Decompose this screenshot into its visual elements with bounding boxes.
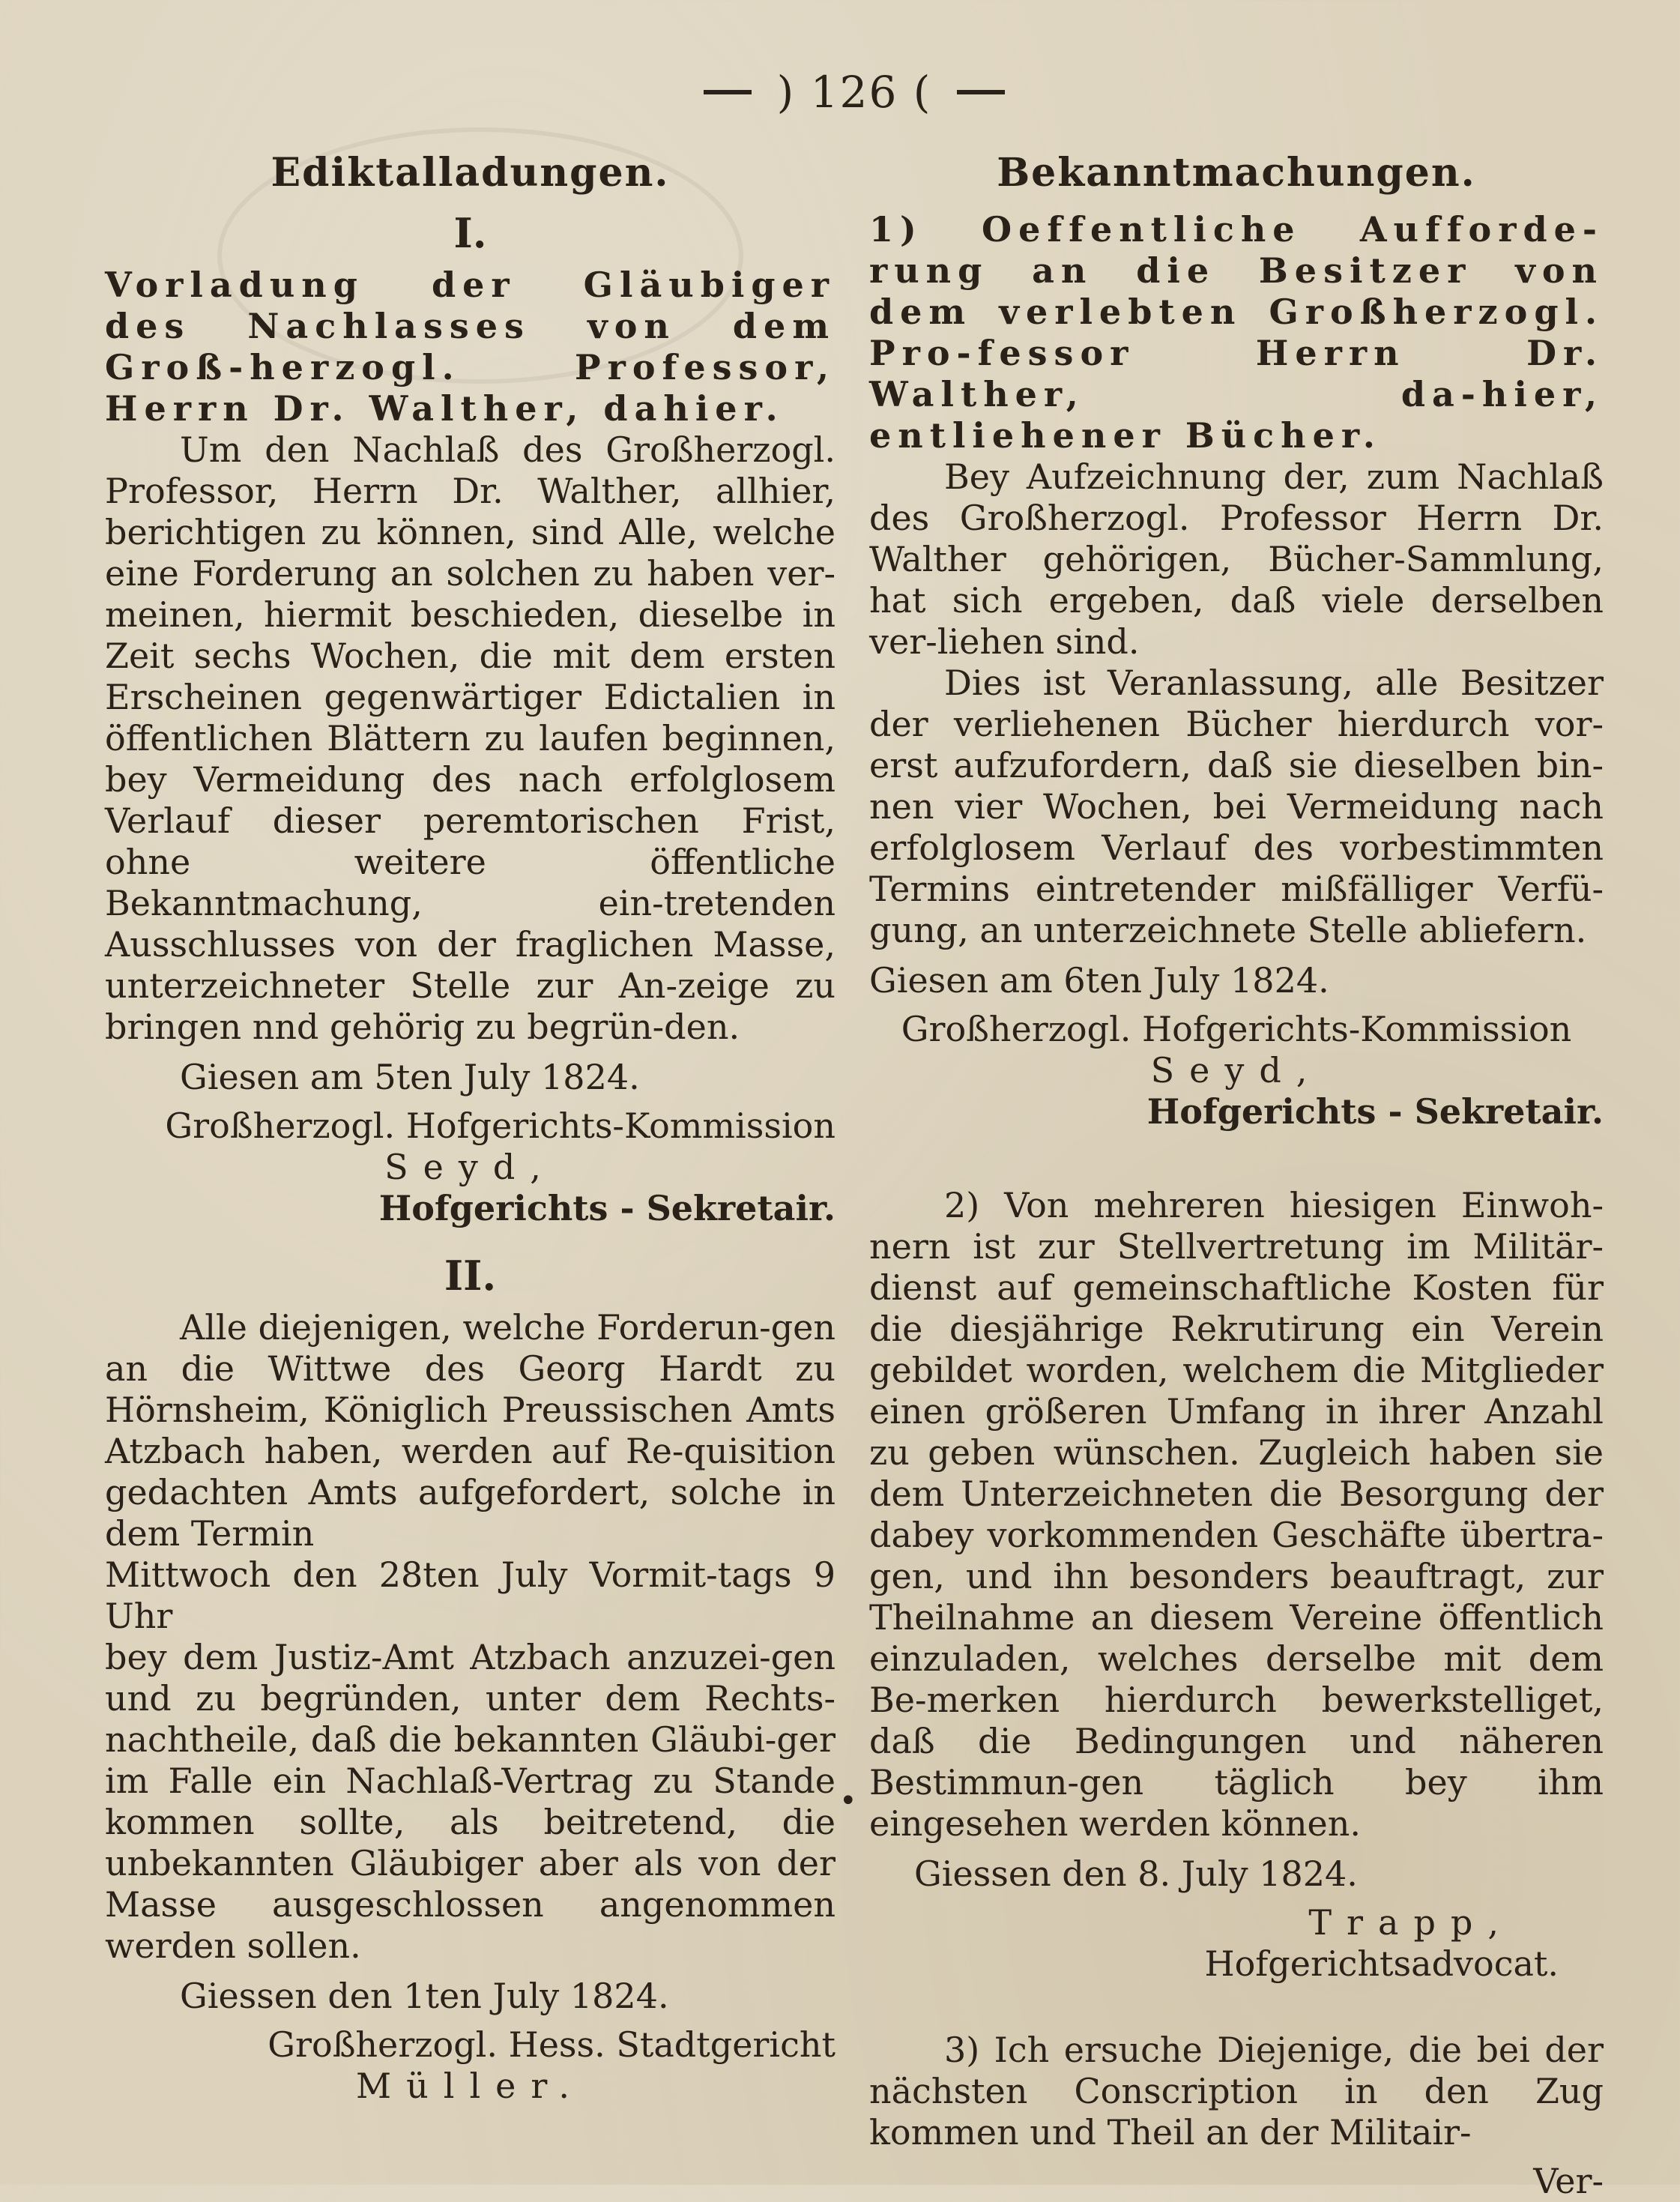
page-header (659, 58, 1049, 126)
announcement-1-signature (869, 1009, 1604, 1132)
header-dash-right (957, 90, 1005, 94)
announcement-2-body: 2) Von mehreren hiesigen Einwoh-nern ist zur Stellvertretung im Militär-dienst auf gemeinschaftliche Kosten für die diesjährige Rekrutirung ein Verein gebildet worden, welchem die Mitglieder einen größeren Umfang in ihrer Anzahl zu geben wünschen. Zugleich haben sie dem Unterzeichneten die Besorgung der dabey vorkommenden Geschäfte übertra-gen, und ihn besonders beauftragt, zur Theilnahme an diesem Vereine öffentlich einzuladen, welches derselbe mit dem Be-merken hierdurch bewerkstelliget, daß die Bedingungen und näheren Bestimmun-gen täglich bey ihm eingesehen werden können. (869, 1185, 1604, 1844)
section-title-announcements: Bekanntmachungen. (997, 150, 1476, 196)
signature-title: Hofgerichtsadvocat. (1204, 1943, 1559, 1984)
notice-2-date: Giessen den 1ten July 1824. (180, 1976, 669, 2016)
announcement-1-body-a: Bey Aufzeichnung der, zum Nachlaß des Großherzogl. Professor Herrn Dr. Walther gehörigen, Bücher-Sammlung, hat sich ergeben, daß viele derselben ver-liehen sind. (869, 456, 1604, 662)
notice-1-signature (105, 1105, 836, 1229)
announcement-3-body: 3) Ich ersuche Diejenige, die bei der nächsten Conscription in den Zug kommen und Theil an der Militair- (869, 2030, 1604, 2153)
left-column (105, 150, 836, 2107)
notice-number-2: II. (444, 1252, 497, 1300)
announcement-2-date: Giessen den 8. July 1824. (914, 1853, 1358, 1894)
header-dash-left (704, 90, 752, 94)
announcement-1-heading: 1) Oeffentliche Aufforde-rung an die Besitzer von dem verlebten Großherzogl. Pro-fessor Herrn Dr. Walther, da-hier, entliehener Bücher. (869, 209, 1604, 456)
signature-name: Seyd, (384, 1147, 556, 1187)
signature-name: Trapp, (1308, 1902, 1514, 1943)
notice-1-heading: Vorladung der Gläubiger des Nachlasses von dem Groß-herzogl. Professor, Herrn Dr. Walther, dahier. (105, 265, 836, 429)
signature-title: Hofgerichts - Sekretair. (378, 1188, 836, 1228)
notice-number-1: I. (453, 209, 487, 257)
notice-2-term: Mittwoch den 28ten July Vormit-tags 9 Uhr (105, 1554, 836, 1636)
signature-name: Müller. (356, 2066, 584, 2106)
right-column (869, 150, 1604, 2202)
signature-org: Großherzogl. Hofgerichts-Kommission (165, 1105, 836, 1146)
notice-2-body-c: bey dem Justiz-Amt Atzbach anzuzei-gen und zu begründen, unter dem Rechts-nachtheile, daß die bekannten Gläubi-ger im Falle ein Nachlaß-Vertrag zu Stande kommen sollte, als beitretend, die unbekannten Gläubiger aber als von der Masse ausgeschlossen angenommen werden sollen. (105, 1637, 836, 1966)
catchword: Ver- (1533, 2161, 1604, 2201)
announcement-1-body-b: Dies ist Veranlassung, alle Besitzer der verliehenen Bücher hierdurch vor-erst aufzufordern, daß sie dieselben bin-nen vier Wochen, bei Vermeidung nach erfolglosem Verlauf des vorbestimmten Termins eintretender mißfälliger Verfü-gung, an unterzeichnete Stelle abliefern. (869, 663, 1604, 950)
signature-org: Großherzogl. Hofgerichts-Kommission (901, 1009, 1572, 1049)
signature-title: Hofgerichts - Sekretair. (1146, 1091, 1604, 1132)
announcement-2-signature (869, 1902, 1604, 1985)
margin-dot: • (839, 1784, 857, 1818)
section-title-edicts: Ediktalladungen. (271, 150, 670, 196)
page-number: ) 126 ( (776, 67, 932, 118)
notice-2-body-a: Alle diejenigen, welche Forderun-gen an die Wittwe des Georg Hardt zu Hörnsheim, Königlich Preussischen Amts Atzbach haben, werden auf Re-quisition gedachten Amts aufgefordert, solche in dem Termin (105, 1307, 836, 1554)
signature-name: Seyd, (1150, 1050, 1323, 1091)
notice-2-signature (105, 2024, 836, 2107)
signature-org: Großherzogl. Hess. Stadtgericht (268, 2024, 836, 2065)
announcement-1-date: Giesen am 6ten July 1824. (869, 960, 1329, 1001)
notice-1-date: Giesen am 5ten July 1824. (180, 1057, 640, 1097)
notice-1-body: Um den Nachlaß des Großherzogl. Professor, Herrn Dr. Walther, allhier, berichtigen zu können, sind Alle, welche eine Forderung an solchen zu haben ver-meinen, hiermit beschieden, dieselbe in Zeit sechs Wochen, die mit dem ersten Erscheinen gegenwärtiger Edictalien in öffentlichen Blättern zu laufen beginnen, bey Vermeidung des nach erfolglosem Verlauf dieser peremtorischen Frist, ohne weitere öffentliche Bekanntmachung, ein-tretenden Ausschlusses von der fraglichen Masse, unterzeichneter Stelle zur An-zeige zu bringen nnd gehörig zu begrün-den. (105, 429, 836, 1047)
